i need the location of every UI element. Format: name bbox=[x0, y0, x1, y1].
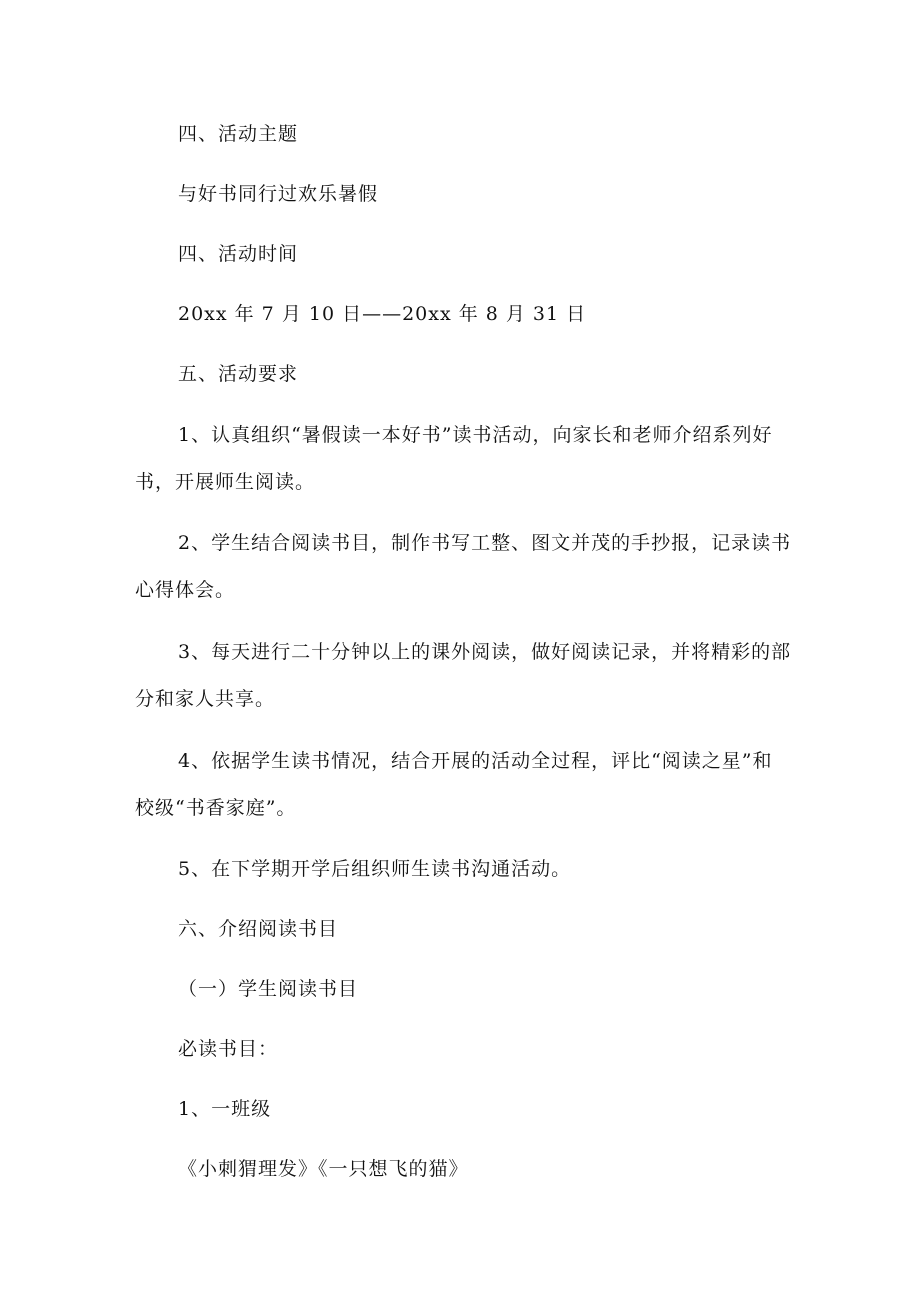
requirement-3-line-1: 3、每天进行二十分钟以上的课外阅读，做好阅读记录，并将精彩的部 bbox=[178, 641, 792, 663]
grade-1-heading: 1、一班级 bbox=[178, 1098, 272, 1120]
requirement-2-line-2: 心得体会。 bbox=[135, 579, 236, 601]
subheading-student-booklist: （一）学生阅读书目 bbox=[178, 978, 359, 1000]
requirement-2-line-1: 2、学生结合阅读书目，制作书写工整、图文并茂的手抄报，记录读书 bbox=[178, 532, 792, 554]
activity-theme-text: 与好书同行过欢乐暑假 bbox=[178, 183, 379, 205]
required-books-label: 必读书目： bbox=[178, 1038, 279, 1060]
requirement-5: 5、在下学期开学后组织师生读书沟通活动。 bbox=[178, 858, 572, 880]
section-heading-theme: 四、活动主题 bbox=[178, 123, 299, 145]
requirement-4-line-2: 校级“书香家庭”。 bbox=[135, 797, 297, 819]
section-heading-requirements: 五、活动要求 bbox=[178, 363, 299, 385]
grade-1-book-list: 《小刺猬理发》《一只想飞的猫》 bbox=[178, 1158, 469, 1180]
requirement-3-line-2: 分和家人共享。 bbox=[135, 688, 276, 710]
section-heading-time: 四、活动时间 bbox=[178, 243, 299, 265]
requirement-4-line-1: 4、依据学生读书情况，结合开展的活动全过程，评比“阅读之星”和 bbox=[178, 750, 773, 772]
requirement-1-line-1: 1、认真组织“暑假读一本好书”读书活动，向家长和老师介绍系列好 bbox=[178, 424, 773, 446]
activity-time-text: 20xx 年 7 月 10 日——20xx 年 8 月 31 日 bbox=[178, 303, 587, 325]
section-heading-booklist: 六、介绍阅读书目 bbox=[178, 918, 339, 940]
requirement-1-line-2: 书，开展师生阅读。 bbox=[135, 471, 316, 493]
